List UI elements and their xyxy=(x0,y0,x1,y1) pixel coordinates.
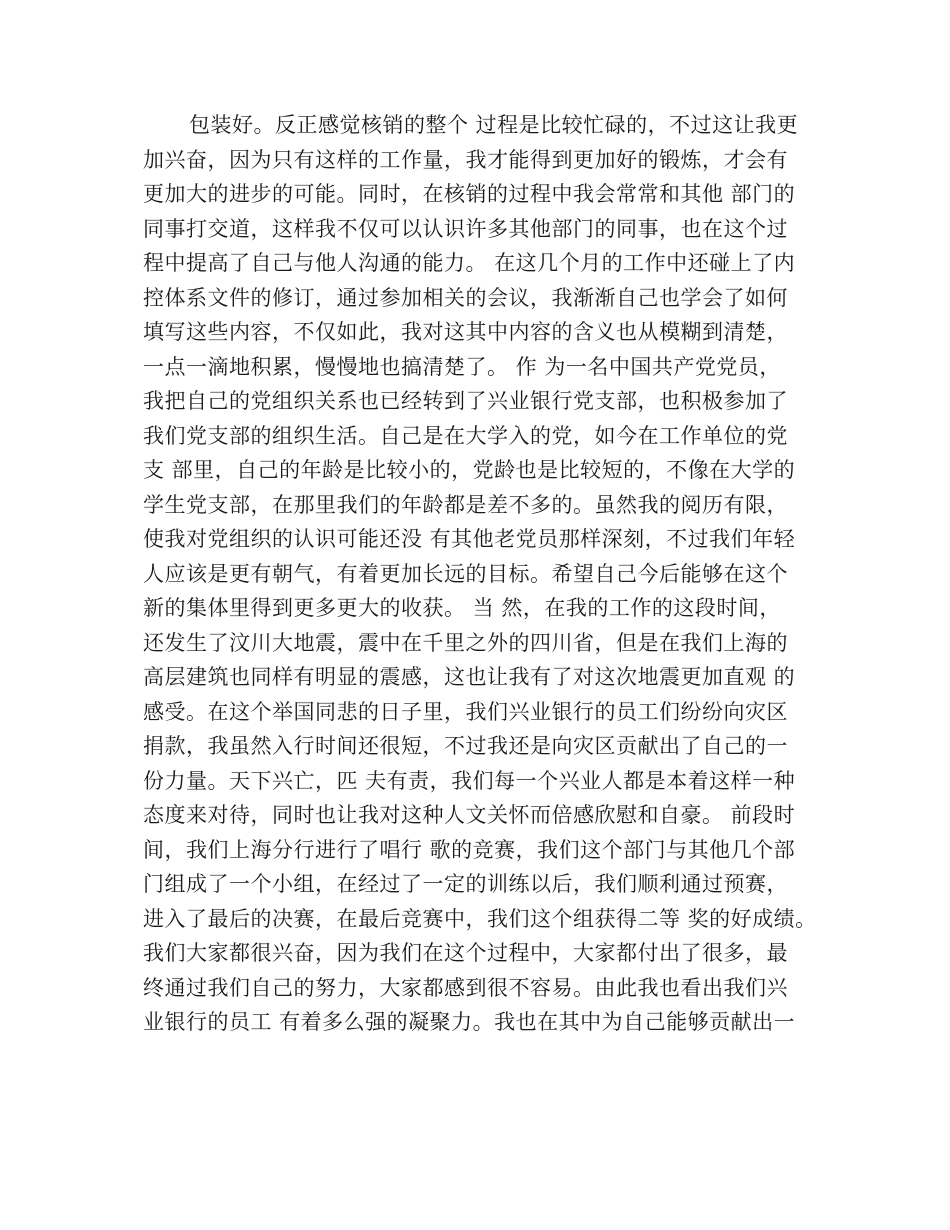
text-line: 新的集体里得到更多更大的收获。 当 然，在我的工作的这段时间， xyxy=(143,596,781,620)
text-line: 感受。在这个举国同悲的日子里，我们兴业银行的员工们纷纷向灾区 xyxy=(143,699,788,724)
text-line: 进入了最后的决赛，在最后竞赛中，我们这个组获得二等 奖的好成绩。 xyxy=(143,906,817,931)
text-line: 捐款，我虽然入行时间还很短，不过我还是向灾区贡献出了自己的一 xyxy=(143,734,788,758)
text-line: 控体系文件的修订，通过参加相关的会议，我渐渐自己也学会了如何 xyxy=(143,285,788,310)
text-line: 门组成了一个小组，在经过了一定的训练以后，我们顺利通过预赛， xyxy=(143,872,788,896)
text-line: 学生党支部，在那里我们的年龄都是差不多的。虽然我的阅历有限， xyxy=(143,492,788,517)
text-line: 态度来对待，同时也让我对这种人文关怀而倍感欣慰和自豪。 前段时 xyxy=(143,803,796,827)
text-line: 间，我们上海分行进行了唱行 歌的竞赛，我们这个部门与其他几个部 xyxy=(143,837,796,862)
body-paragraph xyxy=(143,108,843,1040)
text-line: 更加大的进步的可能。同时，在核销的过程中我会常常和其他 部门的 xyxy=(143,182,796,206)
text-line: 还发生了汶川大地震，震中在千里之外的四川省，但是在我们上海的 xyxy=(143,630,788,655)
text-line: 高层建筑也同样有明显的震感，这也让我有了对这次地震更加直观 的 xyxy=(143,665,796,689)
text-line: 人应该是更有朝气，有着更加长远的目标。希望自己今后能够在这个 xyxy=(143,561,788,586)
text-line: 包装好。反正感觉核销的整个 过程是比较忙碌的，不过这让我更 xyxy=(189,113,799,137)
text-line: 份力量。天下兴亡，匹 夫有责，我们每一个兴业人都是本着这样一种 xyxy=(143,768,796,793)
text-line: 我们党支部的组织生活。自己是在大学入的党，如今在工作单位的党 xyxy=(143,423,788,448)
text-line: 业银行的员工 有着多么强的凝聚力。我也在其中为自己能够贡献出一 xyxy=(143,1010,796,1034)
text-line: 同事打交道，这样我不仅可以认识许多其他部门的同事，也在这个过 xyxy=(143,216,788,241)
text-line: 使我对党组织的认识可能还没 有其他老党员那样深刻，不过我们年轻 xyxy=(143,527,796,551)
text-line: 加兴奋，因为只有这样的工作量，我才能得到更加好的锻炼，才会有 xyxy=(143,147,788,172)
text-line: 终通过我们自己的努力，大家都感到很不容易。由此我也看出我们兴 xyxy=(143,975,788,1000)
text-line: 支 部里，自己的年龄是比较小的，党龄也是比较短的，不像在大学的 xyxy=(143,458,796,482)
text-line: 一点一滴地积累，慢慢地也搞清楚了。 作 为一名中国共产党党员， xyxy=(143,354,781,379)
text-line: 我们大家都很兴奋，因为我们在这个过程中，大家都付出了很多，最 xyxy=(143,941,788,965)
text-line: 程中提高了自己与他人沟通的能力。 在这几个月的工作中还碰上了内 xyxy=(143,251,796,275)
text-line: 我把自己的党组织关系也已经转到了兴业银行党支部，也积极参加了 xyxy=(143,389,788,413)
text-line: 填写这些内容，不仅如此，我对这其中内容的含义也从模糊到清楚， xyxy=(143,320,788,344)
